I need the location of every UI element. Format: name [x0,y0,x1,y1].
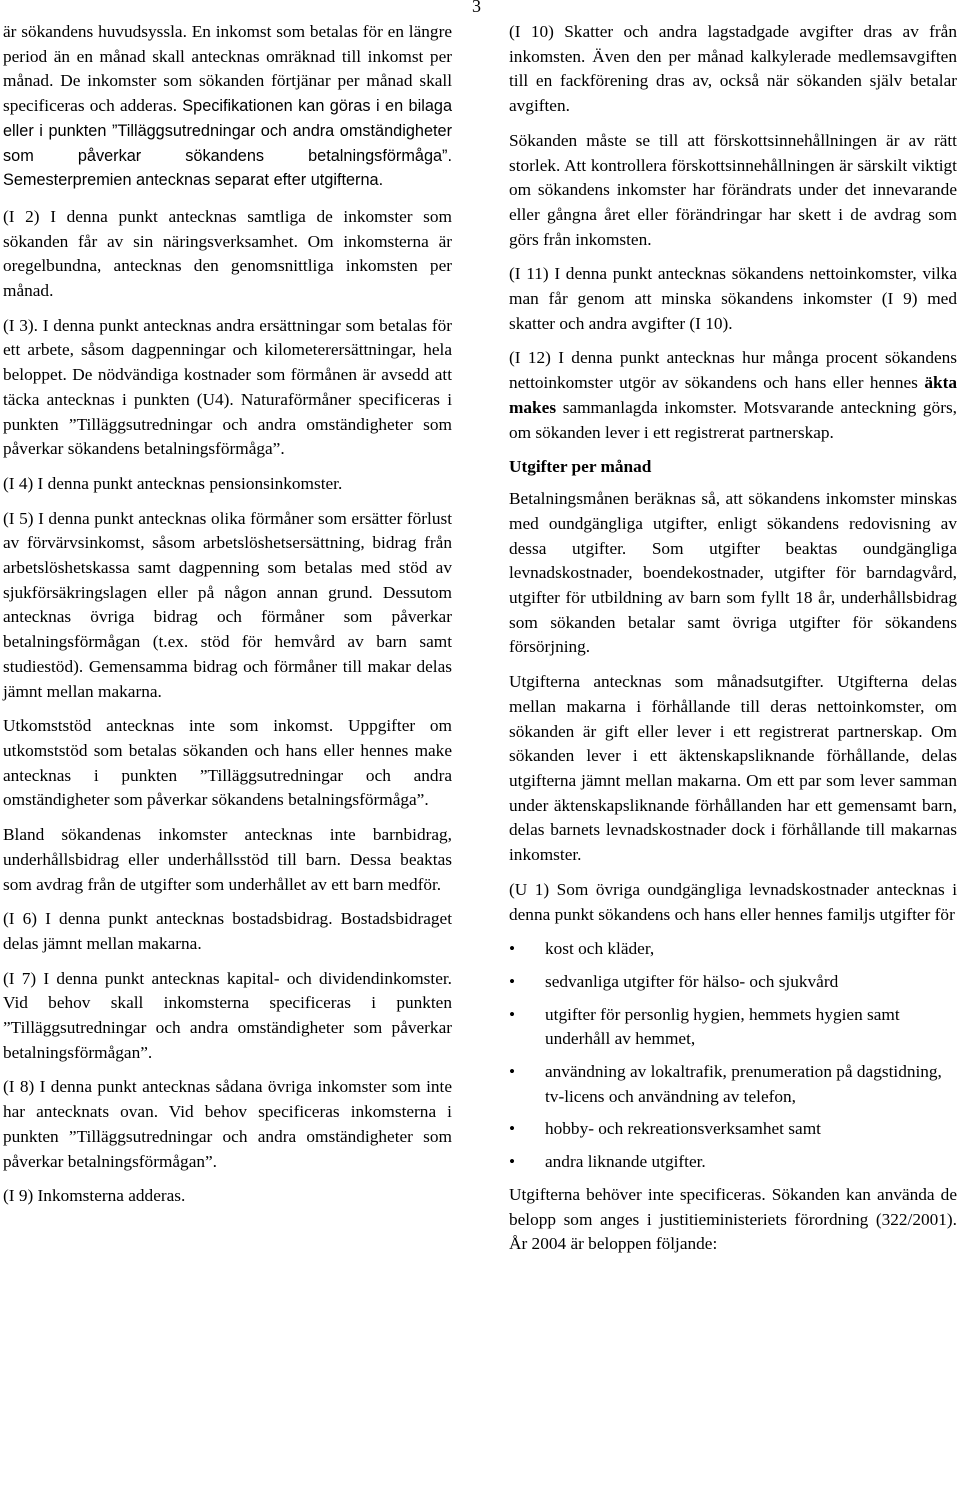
paragraph [3,20,452,193]
page-number: 3 [472,0,481,16]
bullet-icon: • [509,1119,516,1139]
right-column [509,20,957,1267]
list-item-text: kost och kläder, [545,939,655,959]
paragraph-manadsutgifter: Utgifterna antecknas som månadsutgifter. Utgifterna delas mellan makarna i förhållande till deras nettoinkomster, om sökanden är gift eller lever i ett registrerat partnerskap. Om sökanden lever i ett äktenskapsliknande förhållande, delas utgifterna jämnt mellan makarna. Om ett par som lever samman under äktenskapsliknande förhållanden har ett gemensamt barn, delas barnets levnadskostnader dock i förhållande till makarnas inkomster. [509,672,957,865]
paragraph-i2: (I 2) I denna punkt antecknas samtliga de inkomster som sökanden får av sin näringsverksamhet. Om inkomsterna är oregelbundna, antecknas den genomsnittliga inkomsten per månad. [3,206,452,301]
list-item [509,937,957,962]
list-item-text: sedvanliga utgifter för hälso- och sjukvård [545,971,839,991]
paragraph-run: (I 12) I denna punkt antecknas hur många procent sökandens nettoinkomster utgör av sökandens och hans eller hennes [509,348,957,393]
paragraph-run-sans: Specifikationen kan göras i en bilaga eller i punkten ”Tilläggsutredningar och andra omständigheter som påverkar sökandens betalningsförmåga”. Semesterpremien antecknas separat efter utgifterna. [3,97,453,190]
list-item-text: användning av lokaltrafik, prenumeration på dagstidning, tv-licens och användning av telefon, [545,1062,942,1106]
list-item-text: andra liknande utgifter. [545,1152,706,1172]
paragraph-i8: (I 8) I denna punkt antecknas sådana övriga inkomster som inte har antecknats ovan. Vid behov specificeras inkomsterna i punkten ”Tilläggsutredningar och andra omständigheter som påverkar betalningsförmågan”. [3,1077,452,1171]
paragraph-barnbidrag: Bland sökandenas inkomster antecknas inte barnbidrag, underhållsbidrag eller underhållsstöd till barn. Dessa beaktas som avdrag från de utgifter som underhållet av ett barn medför. [3,825,452,894]
paragraph-i12 [509,346,957,445]
list-item [509,1117,957,1142]
left-column [3,20,452,1219]
list-item [509,1150,957,1175]
bullet-icon: • [509,971,516,991]
list-item-text: hobby- och rekreationsverksamhet samt [545,1119,821,1139]
paragraph-u1: (U 1) Som övriga oundgängliga levnadskostnader antecknas i denna punkt sökandens och hans eller hennes familjs utgifter för [509,879,957,924]
list-item [509,1060,957,1109]
bold-term: äkta makes [509,373,957,417]
paragraph-i5: (I 5) I denna punkt antecknas olika förmåner som ersätter förlust av förvärvsinkomst, såsom arbetslöshetsersättning, bidrag från arbetslöshetskassa samt dagpenning som betalas med stöd av sjukförsäkringslagen eller på någon annan grund. Dessutom antecknas övriga bidrag och förmåner som påverkar betalningsförmågan (t.ex. stöd för hemvård av barn samt studiestöd). Gemensamma bidrag och förmåner till makar delas jämnt mellan makarna. [3,508,452,701]
list-item [509,970,957,995]
paragraph-run: sammanlagda inkomster. Motsvarande anteckning görs, om sökanden lever i ett registrerat partnerskap. [509,397,957,442]
paragraph-i7: (I 7) I denna punkt antecknas kapital- och dividendinkomster. Vid behov skall inkomsterna specificeras i punkten ”Tilläggsutredningar och andra omständigheter som påverkar betalningsförmågan”. [3,968,452,1062]
paragraph-i10: (I 10) Skatter och andra lagstadgade avgifter dras av från inkomsten. Även den per månad kalkylerade medlemsavgiften till en fackförening dras av, också när sökanden själv betalar avgiften. [509,22,957,116]
section-heading: Utgifter per månad [509,457,652,477]
bullet-icon: • [509,1062,516,1082]
paragraph-betalningsman: Betalningsmånen beräknas så, att sökandens inkomster minskas med oundgängliga utgifter, enligt sökandens redovisning av dessa utgifter. Som utgifter beaktas oundgängliga levnadskostnader, boendekostnader, utgifter för barndagvård, utgifter för utbildning av barn som fyllt 18 år, underhållsbidrag som sökanden betalar samt övriga utgifter för sökandens försörjning. [509,489,957,657]
paragraph-i11: (I 11) I denna punkt antecknas sökandens nettoinkomster, vilka man får genom att minska sökandens inkomster (I 9) med skatter och andra avgifter (I 10). [509,264,957,333]
expense-list [509,937,957,1175]
list-item [509,1003,957,1052]
paragraph-utkomststod: Utkomststöd antecknas inte som inkomst. Uppgifter om utkomststöd som betalas sökanden och hans eller hennes make antecknas i punkten ”Tilläggsutredningar och andra omständigheter som påverkar sökandens betalningsförmåga”. [3,716,452,810]
list-item-text: utgifter för personlig hygien, hemmets hygien samt underhåll av hemmet, [545,1004,900,1049]
bullet-icon: • [509,1152,516,1172]
bullet-icon: • [509,939,516,959]
paragraph-i6: (I 6) I denna punkt antecknas bostadsbidrag. Bostadsbidraget delas jämnt mellan makarna. [3,909,452,953]
paragraph-run: är sökandens huvudsyssla. En inkomst som betalas för en längre period än en månad skall antecknas omräknad till inkomst per månad. De inkomster som sökanden förtjänar per månad skall specificeras och adderas. [3,22,452,116]
paragraph-i3: (I 3). I denna punkt antecknas andra ersättningar som betalas för ett arbete, såsom dagpenningar och kilometerersättningar, hela beloppet. De nödvändiga kostnader som förmånen är avsedd att täcka antecknas i punkten (U4). Naturaförmåner specificeras i punkten ”Tilläggsutredningar och andra omständigheter som påverkar sökandens betalningsförmåga”. [3,315,452,459]
bullet-icon: • [509,1004,516,1024]
paragraph-i4: (I 4) I denna punkt antecknas pensionsinkomster. [3,473,343,493]
paragraph-forskott: Sökanden måste se till att förskottsinnehållningen är av rätt storlek. Att kontrollera förskottsinnehållningen är särskilt viktigt om sökandens inkomster har förändrats under det innevarande eller gångna året eller förändringar har skett i de avdrag som görs från inkomsten. [509,130,957,249]
paragraph-belopp: Utgifterna behöver inte specificeras. Sökanden kan använda de belopp som anges i justitieministeriets förordning (322/2001). År 2004 är beloppen följande: [509,1184,957,1254]
paragraph-i9: (I 9) Inkomsterna adderas. [3,1186,186,1206]
